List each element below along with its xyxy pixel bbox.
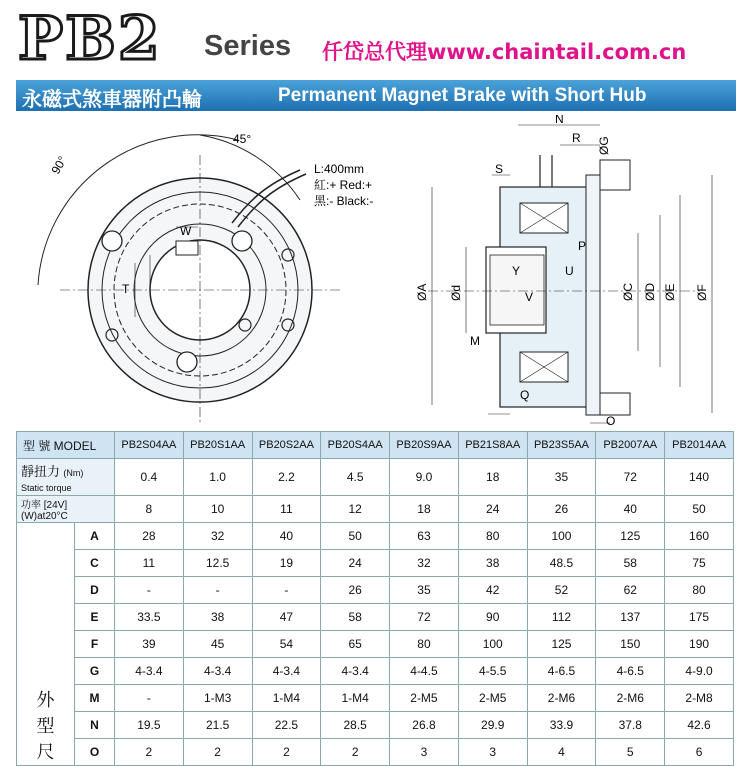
torque-cell: 2.2 [252,459,321,496]
dim-p-label: P [578,239,587,253]
dim-v-label: V [525,290,534,304]
dim-n-label: N [555,115,564,126]
dimension-cell: 42 [458,577,527,604]
angle-45-label: 45° [233,132,252,146]
torque-unit: (Nm) [63,467,84,478]
dim-a-label: ØA [415,283,429,301]
dimension-cell: 29.9 [458,712,527,739]
dimension-side-label [17,523,75,766]
dimension-cell: 1-M4 [252,685,321,712]
power-cell: 12 [321,496,390,523]
dimension-key: O [75,739,115,766]
power-cell: 11 [252,496,321,523]
model-cell: PB2014AA [665,432,734,459]
power-label: 功率 [24V] (W)at20°C [17,496,115,523]
dimension-cell: 32 [390,550,459,577]
title-english: Permanent Magnet Brake with Short Hub [278,85,647,106]
dimension-cell: 19.5 [115,712,184,739]
dimension-cell: 4-3.4 [321,658,390,685]
dimension-cell: 4-4.5 [390,658,459,685]
dim-d-label: ØD [643,283,657,301]
model-cell: PB20S1AA [183,432,252,459]
dimension-row [17,658,734,685]
dimension-cell: 190 [665,631,734,658]
model-cell: PB2S04AA [115,432,184,459]
dim-t-label: T [122,282,130,296]
power-cell: 50 [665,496,734,523]
dimension-cell: 4 [527,739,596,766]
dimension-cell: 100 [458,631,527,658]
dimension-cell: 33.5 [115,604,184,631]
dimension-cell: 58 [321,604,390,631]
dimension-row [17,550,734,577]
dim-c-label: ØC [621,283,635,301]
dimension-cell: 137 [596,604,665,631]
torque-cell: 72 [596,459,665,496]
dimension-cell: 2-M6 [596,685,665,712]
dimension-cell: 125 [527,631,596,658]
spec-table [16,431,734,766]
dimension-row [17,523,734,550]
dimension-row [17,685,734,712]
dim-e-label: ØE [663,283,677,301]
model-cell: PB20S9AA [390,432,459,459]
torque-cell: 140 [665,459,734,496]
dimension-cell: 6 [665,739,734,766]
dimension-cell: 33.9 [527,712,596,739]
torque-zh: 靜扭力 [21,463,61,479]
dimension-cell: 48.5 [527,550,596,577]
black-lead-label: 黑:- Black:- [314,194,374,208]
dimension-cell: 47 [252,604,321,631]
power-cell: 24 [458,496,527,523]
dimension-key: G [75,658,115,685]
power-row [17,496,734,523]
dimension-cell: 32 [183,523,252,550]
dimension-cell: 2-M5 [458,685,527,712]
side-char: 尺 [36,742,55,762]
dimension-row [17,631,734,658]
dimension-cell: 90 [458,604,527,631]
front-view [38,135,340,425]
dimension-key: C [75,550,115,577]
power-cell: 40 [596,496,665,523]
power-cell: 10 [183,496,252,523]
title-band [16,80,736,111]
dimension-cell: 2-M5 [390,685,459,712]
dimension-key: D [75,577,115,604]
dimension-cell: 100 [527,523,596,550]
dim-y-label: Y [512,264,521,278]
dimension-cell: 3 [458,739,527,766]
dimension-key: E [75,604,115,631]
dimension-row [17,577,734,604]
dimension-cell: 19 [252,550,321,577]
dimension-cell: 125 [596,523,665,550]
dimension-cell: 63 [390,523,459,550]
dimension-cell: 38 [458,550,527,577]
dimension-cell: 39 [115,631,184,658]
lead-length-label: L:400mm [314,162,365,176]
dimension-cell: 40 [252,523,321,550]
angle-90-label: 90° [48,153,70,177]
dimension-cell: 80 [458,523,527,550]
dimension-cell: 11 [115,550,184,577]
dimension-cell: 22.5 [252,712,321,739]
technical-drawing [0,115,750,430]
dimension-cell: 37.8 [596,712,665,739]
red-lead-label: 紅:+ Red:+ [314,178,373,192]
dimension-cell: 3 [390,739,459,766]
torque-cell: 35 [527,459,596,496]
dimension-cell: 54 [252,631,321,658]
model-cell: PB23S5AA [527,432,596,459]
dim-o-label: O [606,414,616,428]
side-char: 型 [36,716,55,736]
dim-u-label: U [565,264,574,278]
dimension-cell: 4-6.5 [596,658,665,685]
torque-row [17,459,734,496]
dim-m-label: M [470,334,480,348]
title-chinese: 永磁式煞車器附凸輪 [22,87,202,111]
dimension-cell: 4-3.4 [115,658,184,685]
dimension-cell: 80 [390,631,459,658]
model-header: 型 號 MODEL [17,432,115,459]
dimension-row [17,739,734,766]
power-cell: 26 [527,496,596,523]
dimension-cell: 38 [183,604,252,631]
model-title: PB2 [18,4,162,74]
dimension-cell: 35 [390,577,459,604]
side-char: 外 [36,690,55,710]
dimension-cell: 1-M3 [183,685,252,712]
dimension-cell: 80 [665,577,734,604]
dimension-cell: 75 [665,550,734,577]
dimension-cell: 4-3.4 [252,658,321,685]
dimension-cell: - [115,577,184,604]
torque-cell: 9.0 [390,459,459,496]
dimension-row [17,712,734,739]
series-label: Series [204,30,292,62]
dimension-cell: 2 [252,739,321,766]
dimension-row [17,604,734,631]
dimension-cell: 4-5.5 [458,658,527,685]
dimension-cell: 50 [321,523,390,550]
torque-cell: 4.5 [321,459,390,496]
dimension-cell: 28 [115,523,184,550]
dimension-cell: 175 [665,604,734,631]
dimension-cell: 1-M4 [321,685,390,712]
dimension-cell: 26.8 [390,712,459,739]
model-row [17,432,734,459]
dimension-cell: 150 [596,631,665,658]
dimension-cell: 4-3.4 [183,658,252,685]
dimension-cell: 21.5 [183,712,252,739]
power-cell: 8 [115,496,184,523]
dimension-key: F [75,631,115,658]
power-cell: 18 [390,496,459,523]
dimension-rows [17,523,734,766]
dimension-cell: 28.5 [321,712,390,739]
dimension-cell: 72 [390,604,459,631]
model-cell: PB21S8AA [458,432,527,459]
dimension-cell: 26 [321,577,390,604]
dimension-cell: - [115,685,184,712]
dimension-cell: 52 [527,577,596,604]
dimension-cell: 24 [321,550,390,577]
torque-cell: 0.4 [115,459,184,496]
dim-d-small-label: Ød [449,284,463,301]
dimension-cell: 5 [596,739,665,766]
torque-cell: 18 [458,459,527,496]
dimension-cell: 45 [183,631,252,658]
torque-en: Static torque [21,482,72,493]
dim-s-label: S [495,162,504,176]
dimension-cell: - [252,577,321,604]
dimension-cell: 2 [183,739,252,766]
brand-url: 仟岱总代理www.chaintail.com.cn [322,40,687,64]
dimension-cell: - [183,577,252,604]
dim-g-label: ØG [597,136,611,155]
dimension-key: N [75,712,115,739]
model-cell: PB2007AA [596,432,665,459]
dimension-cell: 58 [596,550,665,577]
dimension-cell: 4-6.5 [527,658,596,685]
model-cell: PB20S2AA [252,432,321,459]
dimension-cell: 2-M8 [665,685,734,712]
dimension-cell: 160 [665,523,734,550]
torque-cell: 1.0 [183,459,252,496]
dim-f-label: ØF [695,284,709,301]
dim-r-label: R [572,131,581,145]
dimension-cell: 62 [596,577,665,604]
dimension-cell: 42.6 [665,712,734,739]
dimension-cell: 65 [321,631,390,658]
model-cell: PB20S4AA [321,432,390,459]
dimension-cell: 2-M6 [527,685,596,712]
torque-label [17,459,115,496]
dimension-cell: 2 [115,739,184,766]
dimension-cell: 2 [321,739,390,766]
dimension-key: M [75,685,115,712]
dimension-key: A [75,523,115,550]
dim-q-label: Q [520,388,530,402]
dimension-cell: 112 [527,604,596,631]
dimension-cell: 12.5 [183,550,252,577]
dimension-cell: 4-9.0 [665,658,734,685]
header [0,0,750,80]
dim-w-label: W [180,224,192,238]
